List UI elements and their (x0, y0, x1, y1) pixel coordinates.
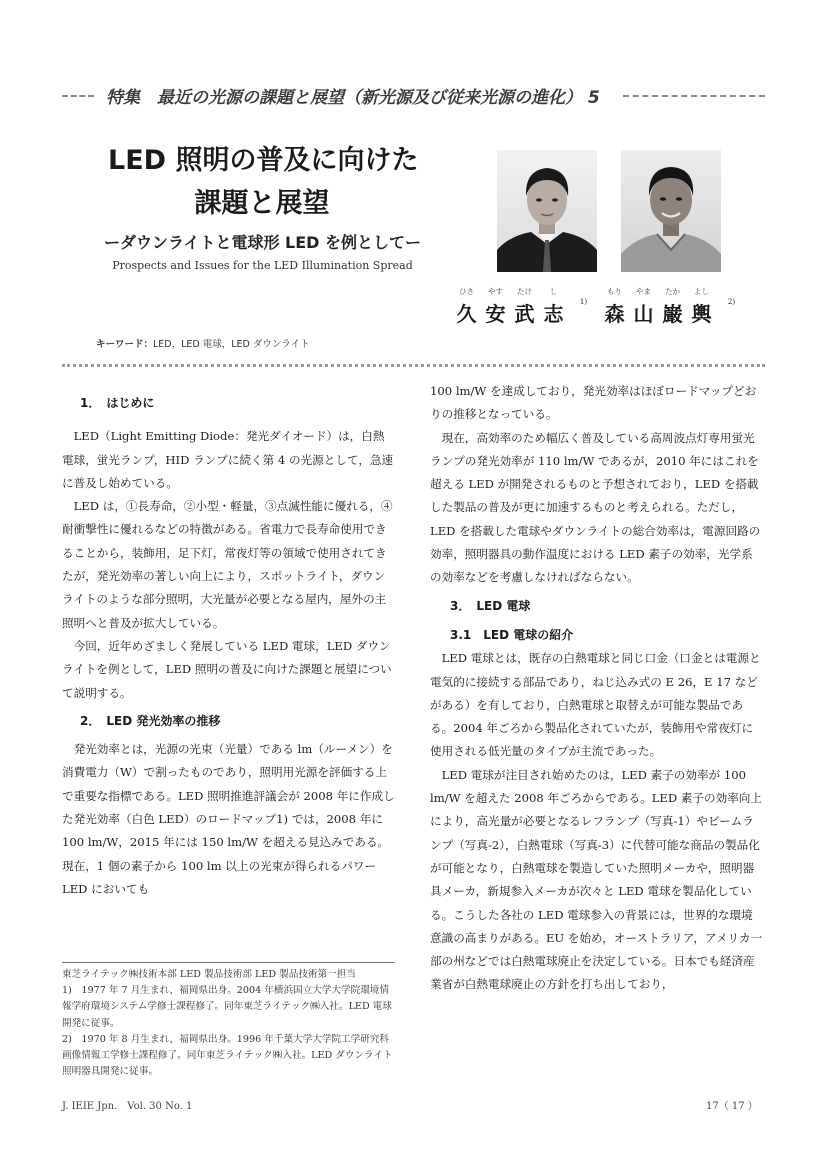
footnotes (62, 962, 395, 1080)
author-1-name-char: 武 (514, 302, 535, 326)
footnote-2: 2) 1970 年 8 月生まれ，福岡県出身。1996 年千葉大学大学院工学研究科画像情報工学修士課程修了。同年東芝ライテック㈱入社。LED ダウンライト照明器具開発に従事。 (62, 1033, 393, 1078)
affiliation: 東芝ライテック㈱技術本部 LED 製品技術部 LED 製品技術第一担当 (62, 969, 356, 980)
series-title: 特集 最近の光源の課題と展望（新光源及び従来光源の進化） 5 (106, 88, 600, 108)
body-column-left (62, 392, 395, 901)
section-3-heading: 3． LED 電球 (450, 598, 531, 613)
footnote-1: 1) 1977 年 7 月生まれ，福岡県出身。2004 年横浜国立大学大学院環境情報学府環境システム学修士課程修了。同年東芝ライテック㈱入社。LED 電球開発に従事。 (62, 985, 392, 1029)
author-2-ruby: よし (694, 287, 709, 296)
section-2-heading: 2． LED 発光効率の推移 (80, 713, 221, 728)
author-1-name-char: 志 (543, 302, 564, 326)
author-1-ruby: し (549, 287, 558, 296)
author-2-name-char: 輿 (691, 302, 712, 326)
section-3-1-heading: 3.1 LED 電球の紹介 (450, 627, 574, 642)
paragraph: 100 lm/W を達成しており，発光効率はほぼロードマップどおりの推移となっている。 (430, 384, 757, 422)
paragraph: LED は，①長寿命，②小型・軽量，③点滅性能に優れる，④耐衝撃性に優れるなどの特徴がある。省電力で長寿命使用できることから，装飾用，足下灯，常夜灯等の領域で使用されてきたが，発光効率の著しい向上により，スポットライト，ダウンライトのような部分照明，大光量が必要となる屋内，屋外の主照明へと普及が拡大している。 (62, 499, 393, 630)
keywords-label: キーワード： (96, 339, 154, 350)
section-divider (62, 364, 765, 367)
author-2-ruby: やま (636, 287, 651, 296)
keywords (96, 336, 310, 350)
section-1-heading: 1． はじめに (80, 396, 155, 410)
paragraph: LED 電球とは，既存の白熱電球と同じ口金（口金とは電源と電気的に接続する部品であり，ねじ込み式の E 26，E 17 などがある）を有しており，白熱電球と取替えが可能な製品である。2004 年ごろから製品化されていたが，装飾用や常夜灯に使用される低光量のタイプが主流であった。 (430, 651, 761, 759)
article-subtitle: ーダウンライトと電球形 LED を例としてー (103, 233, 422, 252)
author-2-photo (621, 150, 721, 272)
author-2-footnote-mark: 2) (727, 298, 736, 306)
journal-reference: J. IEIE Jpn. Vol. 30 No. 1 (62, 1101, 193, 1112)
author-1-ruby: ひさ (459, 287, 474, 296)
author-2-ruby: たか (665, 287, 680, 296)
author-1-ruby: たけ (517, 287, 532, 296)
author-1-photo (497, 150, 597, 272)
author-2-name-char: 森 (604, 302, 625, 326)
page-number: 17（ 17 ） (706, 1101, 758, 1112)
paragraph: 今回，近年めざましく発展している LED 電球，LED ダウンライトを例として，LED 照明の普及に向けた課題と展望について説明する。 (62, 638, 392, 700)
header-dash-right (623, 95, 765, 97)
author-1-footnote-mark: 1) (579, 298, 588, 306)
author-1-name-char: 久 (456, 302, 477, 326)
author-2-name-char: 巌 (662, 302, 683, 326)
author-2-name-char: 山 (633, 302, 654, 326)
paragraph: LED（Light Emitting Diode：発光ダイオード）は，白熱電球，蛍光ランプ，HID ランプに続く第 4 の光源として，急速に普及し始めている。 (62, 429, 394, 490)
header-dash-left (62, 95, 94, 97)
keywords-text: LED，LED 電球，LED ダウンライト (153, 339, 310, 350)
english-title: Prospects and Issues for the LED Illumination Spread (112, 259, 413, 272)
author-1-name-char: 安 (485, 302, 506, 326)
series-header (62, 83, 765, 109)
body-column-right (430, 380, 764, 997)
article-title-line-1: LED 照明の普及に向けた (108, 145, 419, 176)
author-2 (600, 286, 746, 327)
article-title-line-2: 課題と展望 (194, 188, 330, 219)
author-2-ruby: もり (607, 287, 622, 296)
author-1 (452, 286, 598, 327)
paragraph: LED 電球が注目され始めたのは，LED 素子の効率が 100 lm/W を超えた 2008 年ごろからである。LED 素子の効率向上により，高光量が必要となるレフランプ（写真-1）やビームランプ（写真-2），白熱電球（写真-3）に代替可能な商品の製品化が可能となり，白熱電球を製造していた照明メーカや，照明器具メーカ，新規参入メーカが次々と LED 電球を製品化している。こうした各社の LED 電球参入の背景には，世界的な環境意識の高まりがある。EU を始め，オーストラリア，アメリカ一部の州などでは白熱電球廃止を決定している。日本でも経済産業省が白熱電球廃止の方針を打ち出しており， (430, 767, 763, 992)
paragraph: 発光効率とは，光源の光束（光量）である lm（ルーメン）を消費電力（W）で割ったものであり，照明用光源を評価する上で重要な指標である。LED 照明推進評議会が 2008 年に作成した発光効率（白色 LED）のロードマップ1) では，2008 年に 100 lm/W，2015 年には 150 lm/W を超える見込みである。現在，1 個の素子から 100 lm 以上の光束が得られるパワー LED においても (62, 742, 395, 896)
author-1-ruby: やす (488, 287, 503, 296)
paragraph: 現在，高効率のため幅広く普及している高周波点灯専用蛍光ランプの発光効率が 110 lm/W であるが，2010 年にはこれを超える LED が開発されるものと予想されており，LED を搭載した製品の普及が更に加速するものと考えられる。ただし，LED を搭載した電球やダウンライトの総合効率は，電源回路の効率，照明器具の動作温度における LED 素子の効率，光学系の効率などを考慮しなければならない。 (430, 430, 761, 585)
